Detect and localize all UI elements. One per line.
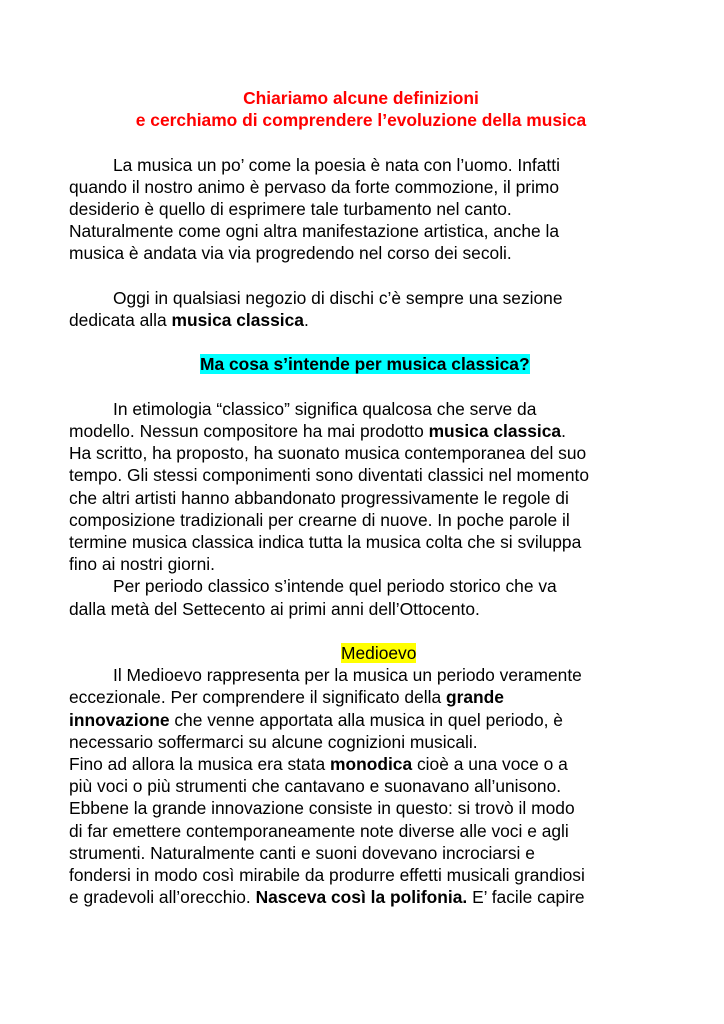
text-run: . bbox=[303, 310, 309, 330]
paragraph-line: che altri artisti hanno abbandonato progressivamente le regole di bbox=[69, 487, 569, 508]
paragraph-line: In etimologia “classico” significa qualcosa che serve da bbox=[113, 398, 537, 419]
paragraph-record-shop bbox=[69, 287, 653, 331]
bold-term: grande bbox=[446, 687, 504, 708]
bold-term: monodica bbox=[330, 754, 413, 775]
paragraph-line: Per periodo classico s’intende quel periodo storico che va bbox=[113, 576, 557, 597]
section-heading-medioevo bbox=[69, 642, 653, 664]
text-run: Fino ad allora la musica era stata bbox=[69, 754, 330, 775]
paragraph-line bbox=[69, 686, 653, 708]
text-run: eccezionale. Per comprendere il significato della bbox=[69, 687, 446, 708]
title-line-2: e cerchiamo di comprendere l’evoluzione della musica bbox=[135, 110, 587, 131]
paragraph-line: strumenti. Naturalmente canti e suoni dovevano incrociarsi e bbox=[69, 842, 535, 863]
paragraph-line: Naturalmente come ogni altra manifestazione artistica, anche la bbox=[69, 221, 560, 242]
bold-term: Nasceva così la polifonia. bbox=[255, 887, 468, 908]
bold-term: innovazione bbox=[69, 709, 170, 730]
paragraph-etymology bbox=[69, 398, 653, 576]
paragraph-line: Ha scritto, ha proposto, ha suonato musica contemporanea del suo bbox=[69, 443, 587, 464]
bold-term: musica classica bbox=[171, 310, 304, 330]
paragraph-line: dalla metà del Settecento ai primi anni dell’Ottocento. bbox=[69, 598, 480, 619]
paragraph-line: musica è andata via via progredendo nel corso dei secoli. bbox=[69, 243, 512, 264]
paragraph-line bbox=[69, 309, 653, 331]
paragraph-line: tempo. Gli stessi componimenti sono diventati classici nel momento bbox=[69, 465, 590, 486]
paragraph-line bbox=[69, 709, 653, 731]
section-heading-classical bbox=[69, 353, 653, 375]
paragraph-origins bbox=[69, 154, 653, 265]
spacer bbox=[69, 620, 653, 642]
paragraph-line: Il Medioevo rappresenta per la musica un periodo veramente bbox=[113, 665, 582, 686]
document-title bbox=[69, 87, 653, 131]
paragraph-line: composizione tradizionali per crearne di nuove. In poche parole il bbox=[69, 509, 570, 530]
text-run: E’ facile capire bbox=[467, 887, 585, 908]
paragraph-line: termine musica classica indica tutta la musica colta che si sviluppa bbox=[69, 532, 582, 552]
text-run: cioè a una voce o a bbox=[412, 754, 568, 775]
paragraph-line: Ebbene la grande innovazione consiste in questo: si trovò il modo bbox=[69, 798, 575, 819]
paragraph-medioevo bbox=[69, 664, 653, 908]
bold-term: musica classica bbox=[428, 420, 562, 441]
document-page bbox=[69, 87, 653, 908]
paragraph-line bbox=[69, 420, 653, 442]
spacer bbox=[69, 265, 653, 287]
paragraph-line bbox=[69, 886, 653, 908]
paragraph-line: più voci o più strumenti che cantavano e suonavano all’unisono. bbox=[69, 776, 562, 797]
paragraph-line: desiderio è quello di esprimere tale turbamento nel canto. bbox=[69, 199, 512, 219]
highlighted-heading-text: Ma cosa s’intende per musica classica? bbox=[200, 354, 530, 375]
text-run: che venne apportata alla musica in quel periodo, è bbox=[169, 709, 563, 730]
text-run: e gradevoli all’orecchio. bbox=[69, 887, 256, 908]
paragraph-line bbox=[69, 753, 653, 775]
paragraph-classical-period bbox=[69, 575, 653, 619]
paragraph-line: di far emettere contemporaneamente note diverse alle voci e agli bbox=[69, 820, 569, 841]
highlighted-heading-text: Medioevo bbox=[341, 643, 417, 663]
paragraph-line: La musica un po’ come la poesia è nata con l’uomo. Infatti bbox=[113, 154, 560, 175]
spacer bbox=[69, 331, 653, 353]
text-run: dedicata alla bbox=[69, 310, 172, 330]
paragraph-line: necessario soffermarci su alcune cognizioni musicali. bbox=[69, 731, 478, 752]
spacer bbox=[69, 376, 653, 398]
text-run: . bbox=[561, 420, 566, 441]
paragraph-line: Oggi in qualsiasi negozio di dischi c’è sempre una sezione bbox=[113, 287, 563, 308]
title-line-1: Chiariamo alcune definizioni bbox=[243, 88, 479, 108]
paragraph-line: fondersi in modo così mirabile da produrre effetti musicali grandiosi bbox=[69, 865, 585, 886]
text-run: modello. Nessun compositore ha mai prodotto bbox=[69, 420, 429, 441]
paragraph-line: quando il nostro animo è pervaso da forte commozione, il primo bbox=[69, 176, 560, 197]
spacer bbox=[69, 131, 653, 153]
paragraph-line: fino ai nostri giorni. bbox=[69, 554, 215, 575]
